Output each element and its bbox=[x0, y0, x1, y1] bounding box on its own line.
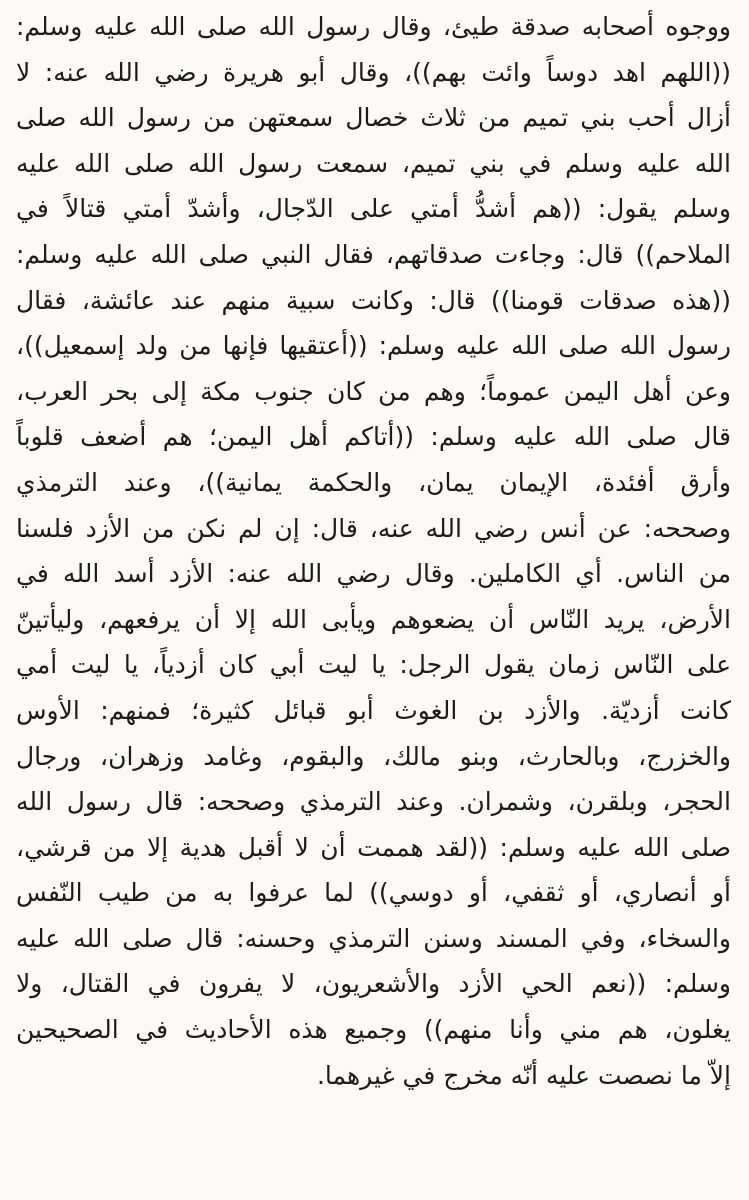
text-line: وعن أهل اليمن عموماً؛ وهم من كان جنوب مكة إلى بحر العرب، bbox=[16, 376, 731, 406]
text-line: صلى الله عليه وسلم: ((لقد هممت أن لا أقبل هدية إلا من قرشي، bbox=[16, 832, 731, 862]
text-line: وسلم يقول: ((هم أشدُّ أمتي على الدّجال، وأشدّ أمتي قتالاً في bbox=[16, 194, 731, 224]
text-line: قال صلى الله عليه وسلم: ((أتاكم أهل اليمن؛ هم أضعف قلوباً bbox=[16, 422, 731, 452]
text-line: الأرض، يريد النّاس أن يضعوهم ويأبى الله إلا أن يرفعهم، وليأتينّ bbox=[16, 604, 731, 634]
text-line: الله عليه وسلم في بني تميم، سمعت رسول الله صلى الله عليه bbox=[16, 148, 731, 178]
text-line: رسول الله صلى الله عليه وسلم: ((أعتقيها فإنها من ولد إسمعيل))، bbox=[16, 331, 731, 361]
text-line: ((هذه صدقات قومنا)) قال: وكانت سبية منهم عند عائشة، فقال bbox=[16, 285, 731, 315]
text-line: كانت أزديّة. والأزد بن الغوث أبو قبائل كثيرة؛ فمنهم: الأوس bbox=[16, 695, 731, 725]
text-line: أزال أحب بني تميم من ثلاث خصال سمعتهن من رسول الله صلى bbox=[16, 103, 731, 133]
text-line: الملاحم)) قال: وجاءت صدقاتهم، فقال النبي صلى الله عليه وسلم: bbox=[16, 239, 731, 269]
text-line: وأرق أفئدة، الإيمان يمان، والحكمة يمانية))، وعند الترمذي bbox=[16, 467, 731, 497]
text-line: ((اللهم اهد دوساً وائت بهم))، وقال أبو هريرة رضي الله عنه: لا bbox=[16, 57, 731, 87]
text-line: والسخاء، وفي المسند وسنن الترمذي وحسنه: قال صلى الله عليه bbox=[16, 923, 731, 953]
document-text bbox=[16, 4, 731, 1098]
text-line: ووجوه أصحابه صدقة طيئ، وقال رسول الله صلى الله عليه وسلم: bbox=[16, 12, 731, 41]
text-line-last: إلاّ ما نصصت عليه أنّه مخرج في غيرهما. bbox=[316, 1060, 731, 1090]
text-line: وصححه: عن أنس رضي الله عنه، قال: إن لم نكن من الأزد فلسنا bbox=[16, 513, 731, 543]
text-line: من الناس. أي الكاملين. وقال رضي الله عنه: الأزد أسد الله في bbox=[16, 559, 731, 589]
text-line: على النّاس زمان يقول الرجل: يا ليت أبي كان أزدياً، يا ليت أمي bbox=[16, 650, 731, 680]
text-line: الحجر، وبلقرن، وشمران. وعند الترمذي وصححه: قال رسول الله bbox=[16, 787, 731, 817]
text-line: يغلون، هم مني وأنا منهم)) وجميع هذه الأحاديث في الصحيحين bbox=[16, 1015, 731, 1045]
text-line: أو أنصاري، أو ثقفي، أو دوسي)) لما عرفوا به من طيب النّفس bbox=[16, 878, 731, 908]
text-line: وسلم: ((نعم الحي الأزد والأشعريون، لا يفرون في القتال، ولا bbox=[16, 969, 731, 999]
text-line: والخزرج، وبالحارث، وبنو مالك، والبقوم، وغامد وزهران، ورجال bbox=[16, 741, 731, 771]
